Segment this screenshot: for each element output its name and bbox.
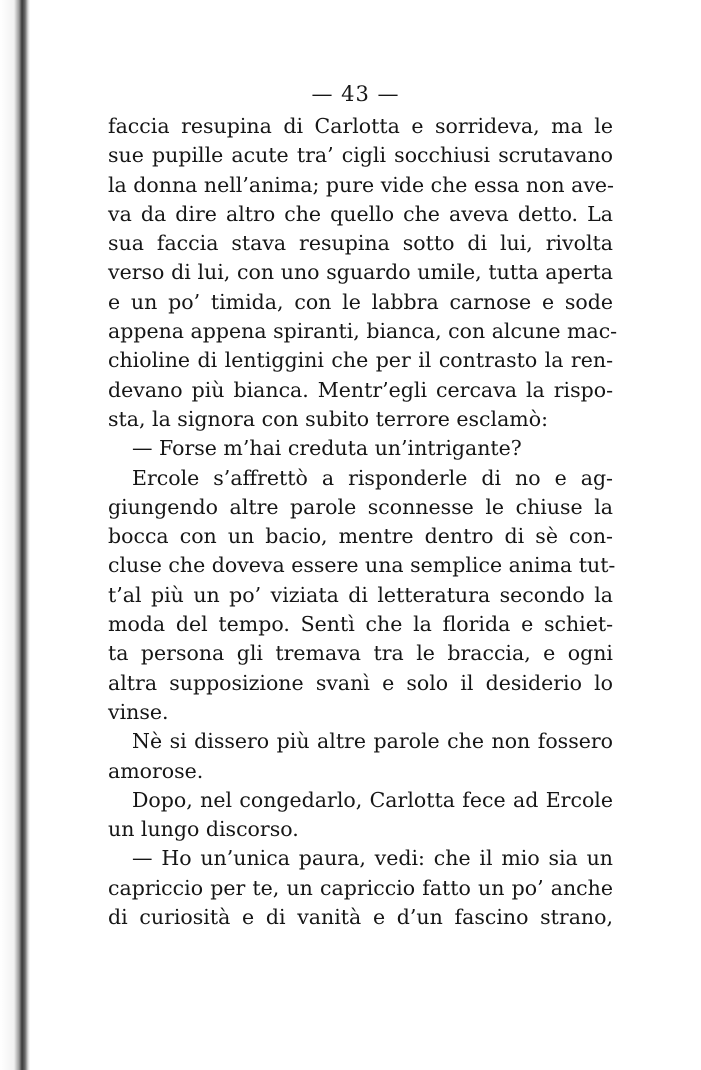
binding-shadow — [0, 0, 30, 1070]
text-line: Nè si dissero più altre parole che non fossero — [132, 729, 613, 754]
text-line: e un po’ timida, con le labbra carnose e sode — [108, 289, 613, 314]
text-line: devano più bianca. Mentr’egli cercava la rispo- — [108, 377, 613, 402]
text-line: Ercole s’affrettò a risponderle di no e ag- — [132, 465, 613, 490]
text-line: verso di lui, con uno sguardo umile, tutta aperta — [108, 260, 613, 285]
text-line: appena appena spiranti, bianca, con alcune mac- — [108, 319, 618, 344]
text-line: moda del tempo. Sentì che la florida e schiet- — [108, 612, 613, 637]
text-line: Dopo, nel congedarlo, Carlotta fece ad Ercole — [132, 787, 613, 812]
text-line: sta, la signora con subito terrore esclamò: — [108, 406, 548, 431]
text-line: — Ho un’unica paura, vedi: che il mio sia un — [132, 846, 613, 871]
text-line: faccia resupina di Carlotta e sorrideva, ma le — [108, 114, 613, 138]
text-line: sue pupille acute tra’ cigli socchiusi scrutavano — [108, 143, 613, 168]
text-line: va da dire altro che quello che aveva detto. La — [108, 201, 613, 226]
text-line: amorose. — [108, 758, 204, 783]
text-line: t’al più un po’ viziata di letteratura secondo la — [108, 582, 613, 607]
text-line: bocca con un bacio, mentre dentro di sè con- — [108, 524, 613, 549]
text-line: sua faccia stava resupina sotto di lui, rivolta — [108, 231, 613, 256]
text-line: un lungo discorso. — [108, 817, 299, 842]
text-line: altra supposizione svanì e solo il desiderio lo — [108, 670, 613, 695]
text-line: cluse che doveva essere una semplice anima tut- — [108, 553, 616, 578]
text-line: — Forse m’hai creduta un’intrigante? — [132, 436, 522, 461]
text-line: giungendo altre parole sconnesse le chiuse la — [108, 494, 613, 519]
text-line: ta persona gli tremava tra le braccia, e ogni — [108, 641, 613, 666]
text-line: di curiosità e di vanità e d’un fascino strano, — [108, 905, 613, 930]
text-line: la donna nell’anima; pure vide che essa non ave- — [108, 172, 614, 197]
body-text — [108, 112, 618, 932]
text-line: capriccio per te, un capriccio fatto un po’ anche — [108, 875, 613, 900]
text-line: vinse. — [108, 699, 169, 724]
page-number: — 43 — — [311, 82, 400, 106]
text-line: chioline di lentiggini che per il contrasto la ren- — [108, 348, 613, 373]
